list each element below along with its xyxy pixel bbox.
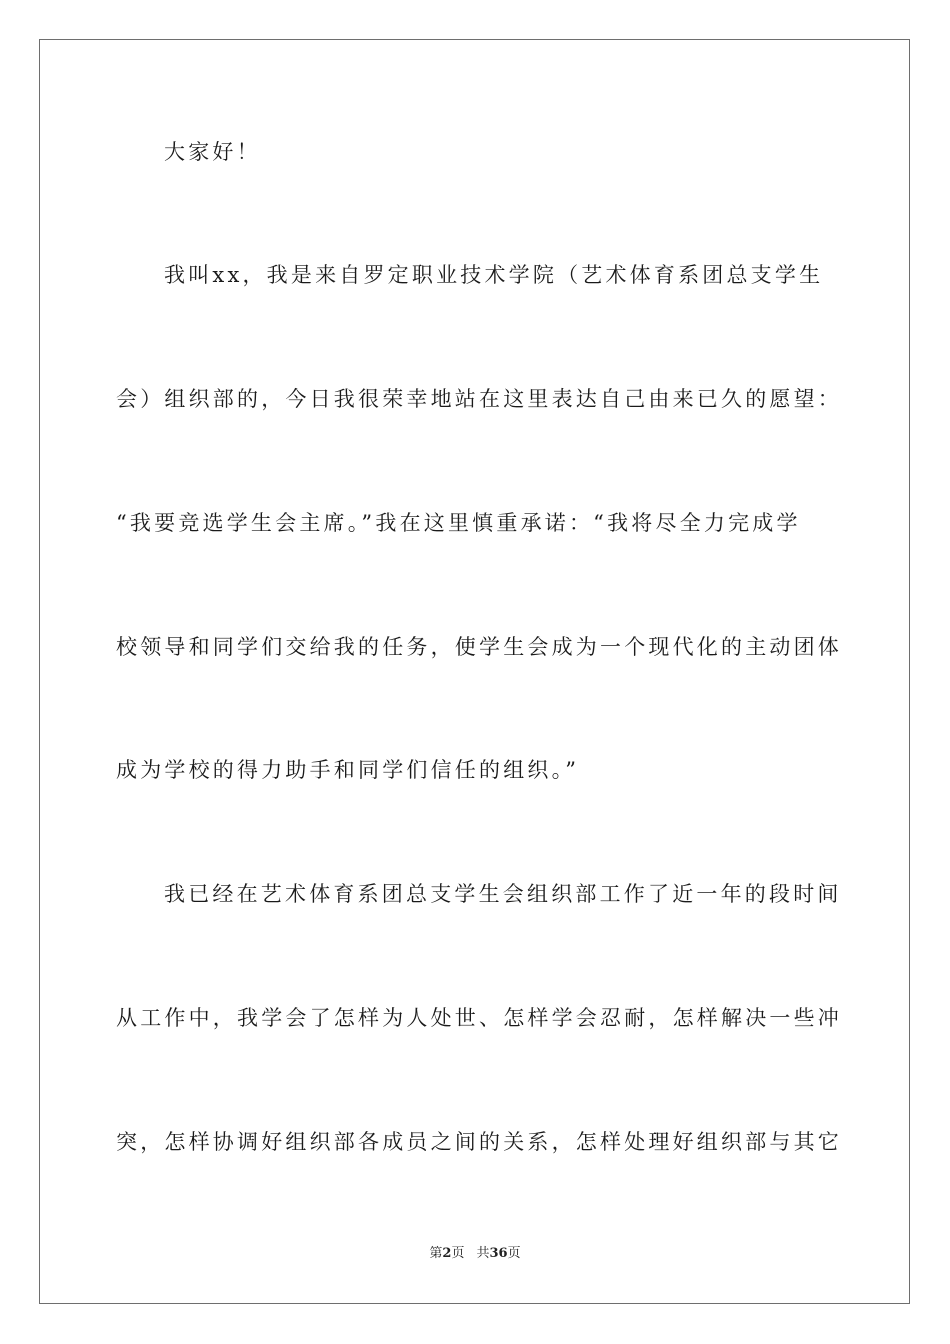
current-page-number: 2 xyxy=(442,1246,452,1261)
total-prefix: 共 xyxy=(476,1246,490,1261)
paragraph-line: 从工作中，我学会了怎样为人处世、怎样学会忍耐，怎样解决一些冲 xyxy=(116,1006,842,1030)
page-frame xyxy=(39,39,910,1304)
paragraph-line: 成为学校的得力助手和同学们信任的组织。” xyxy=(116,758,580,782)
paragraph-line: 我叫xx，我是来自罗定职业技术学院（艺术体育系团总支学生 xyxy=(164,263,824,287)
page-prefix: 第 xyxy=(429,1246,443,1261)
paragraph-line: 校领导和同学们交给我的任务，使学生会成为一个现代化的主动团体 xyxy=(116,635,842,659)
page-suffix: 页 xyxy=(451,1246,465,1261)
total-page-count: 36 xyxy=(489,1246,508,1261)
page-footer xyxy=(0,1244,950,1264)
paragraph-line: “我要竞选学生会主席。”我在这里慎重承诺：“我将尽全力完成学 xyxy=(116,511,801,535)
greeting-line: 大家好！ xyxy=(164,140,261,164)
paragraph-line: 我已经在艺术体育系团总支学生会组织部工作了近一年的段时间 xyxy=(164,882,842,906)
total-suffix: 页 xyxy=(507,1246,521,1261)
paragraph-line: 突，怎样协调好组织部各成员之间的关系，怎样处理好组织部与其它 xyxy=(116,1130,842,1154)
paragraph-line: 会）组织部的，今日我很荣幸地站在这里表达自己由来已久的愿望： xyxy=(116,387,842,411)
